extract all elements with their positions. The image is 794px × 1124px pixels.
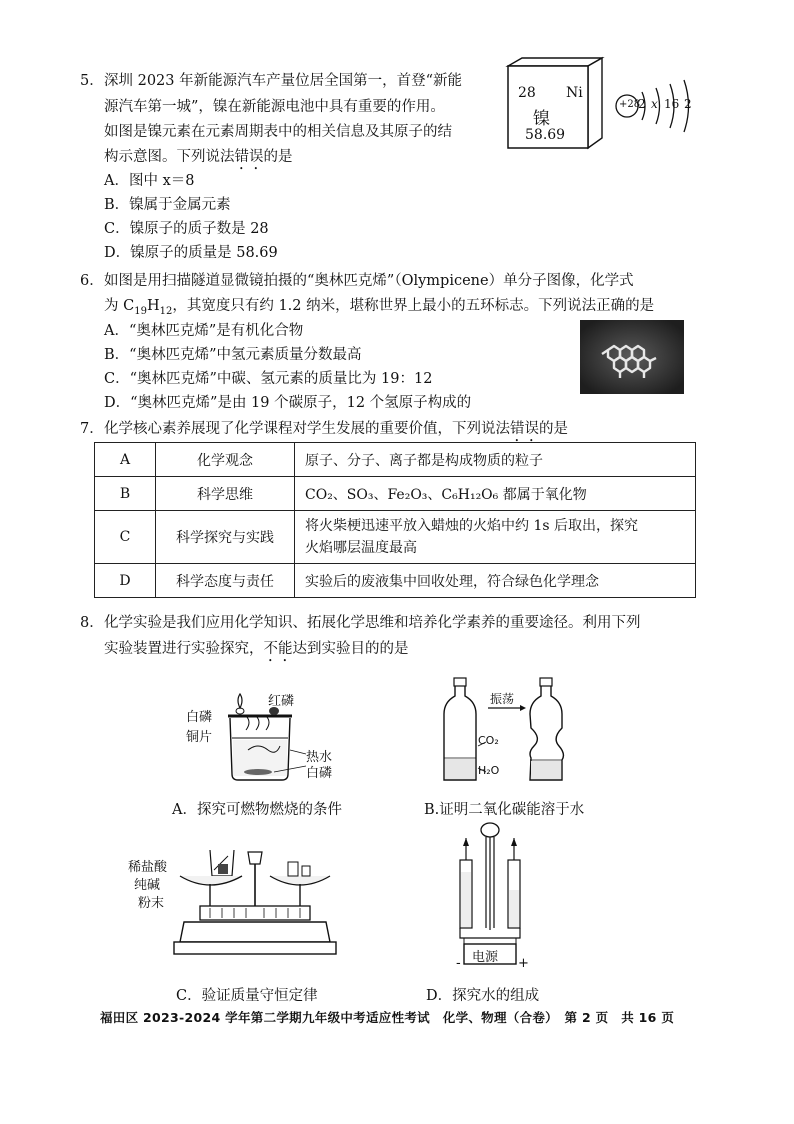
olympicene-stm-image: [580, 320, 684, 394]
q8-number: 8．: [80, 615, 104, 631]
fig-b-label-h2o: H₂O: [478, 764, 500, 777]
row-topic: 科学探究与实践: [156, 511, 295, 564]
row-key: C: [95, 511, 156, 564]
q8-stem-line2: 实验装置进行实验探究，不能达到实验目的的是: [104, 641, 409, 657]
fig-d-label-plus: +: [518, 956, 529, 971]
q6-stem-line2: 为 $C_{19}H_{12}$，其宽度只有约 1.2 纳米，堪称世界上最小的五环标志。下列说法正确的是: [104, 298, 655, 317]
atom-nucleus: +28: [619, 99, 641, 110]
q5-stem-line1: 深圳 2023 年新能源汽车产量位居全国第一，首登“新能: [104, 73, 463, 89]
row-key: A: [95, 443, 156, 477]
atom-shell-2: x: [651, 97, 658, 111]
row-content: CO₂、SO₃、Fe₂O₃、C₆H₁₂O₆ 都属于氧化物: [295, 477, 696, 511]
q6-number: 6．: [80, 273, 104, 289]
row-topic: 科学态度与责任: [156, 564, 295, 598]
row-content: [295, 511, 696, 564]
table-row: [95, 477, 696, 511]
row-key: D: [95, 564, 156, 598]
row-content-line2: 火焰哪层温度最高: [305, 540, 417, 556]
fig-d-label-minus: -: [456, 956, 461, 971]
q6-option-b: B．“奥林匹克烯”中氢元素质量分数最高: [104, 347, 362, 363]
q5-stem-line2: 源汽车第一城”，镍在新能源电池中具有重要的作用。: [104, 99, 445, 115]
fig-a-label-red-phosphorus: 红磷: [268, 694, 295, 709]
page-footer: 福田区 2023-2024 学年第二学期九年级中考适应性考试 化学、物理（合卷） 第 2 页 共 16 页: [100, 1010, 675, 1025]
fig-a-label-white-phosphorus-2: 白磷: [306, 766, 333, 781]
q5-stem-line4: 构示意图。下列说法错误的是: [104, 149, 293, 165]
row-content-line1: 将火柴梗迅速平放入蜡烛的火焰中约 1s 后取出，探究: [305, 518, 638, 534]
atom-shell-3: 16: [664, 97, 680, 111]
q5-number: 5．: [80, 73, 104, 89]
fig-a-label-white-phosphorus: 白磷: [186, 710, 213, 725]
fig-a-label-hot-water: 热水: [306, 750, 333, 765]
element-mass: 58.69: [525, 127, 566, 143]
fig-b-caption: B.证明二氧化碳能溶于水: [424, 802, 585, 818]
q5-option-c: C．镍原子的质子数是 28: [104, 221, 269, 237]
emphasis-wrong: 错误: [234, 149, 264, 165]
q6-option-d: D．“奥林匹克烯”是由 19 个碳原子，12 个氢原子构成的: [104, 395, 472, 411]
figure-d-electrolysis-apparatus: [452, 820, 532, 966]
q5-stem-line3: 如图是镍元素在元素周期表中的相关信息及其原子的结: [104, 124, 452, 140]
fig-a-label-copper: 铜片: [186, 730, 213, 745]
row-key: B: [95, 477, 156, 511]
q6-option-a: A．“奥林匹克烯”是有机化合物: [104, 323, 304, 339]
q8-stem-line1: 化学实验是我们应用化学知识、拓展化学思维和培养化学素养的重要途径。利用下列: [104, 615, 641, 631]
q5-option-a: A．图中 x＝8: [104, 173, 195, 189]
q5-option-d: D．镍原子的质量是 58.69: [104, 245, 278, 261]
figure-c-balance-apparatus: [170, 842, 340, 966]
fig-c-label-powder: 粉末: [138, 896, 165, 911]
fig-b-label-shake: 振荡: [490, 692, 515, 706]
row-content: 原子、分子、离子都是构成物质的粒子: [295, 443, 696, 477]
fig-c-caption: C．验证质量守恒定律: [176, 988, 318, 1004]
fig-a-caption: A．探究可燃物燃烧的条件: [172, 802, 342, 818]
table-row: [95, 443, 696, 477]
atom-shell-4: 2: [684, 97, 692, 111]
table-row: [95, 511, 696, 564]
q7-stem: 化学核心素养展现了化学课程对学生发展的重要价值，下列说法错误的是: [104, 421, 568, 437]
q6-stem-line1: 如图是用扫描隧道显微镜拍摄的“奥林匹克烯”（Olympicene）单分子图像，化学式: [104, 273, 634, 289]
row-topic: 科学思维: [156, 477, 295, 511]
table-row: [95, 564, 696, 598]
row-topic: 化学观念: [156, 443, 295, 477]
fig-c-label-acid: 稀盐酸: [128, 860, 168, 875]
q7-number: 7．: [80, 421, 104, 437]
fig-d-label-power: 电源: [472, 950, 499, 965]
core-literacy-table: [94, 442, 696, 598]
element-symbol: Ni: [566, 85, 583, 101]
q5-option-b: B．镍属于金属元素: [104, 197, 231, 213]
row-content: 实验后的废液集中回收处理，符合绿色化学理念: [295, 564, 696, 598]
fig-c-label-soda: 纯碱: [134, 878, 161, 893]
element-number: 28: [518, 85, 536, 101]
fig-b-label-co2: CO₂: [478, 734, 499, 747]
fig-d-caption: D．探究水的组成: [426, 988, 540, 1004]
element-name: 镍: [533, 109, 550, 129]
emphasis-wrong: 错误: [510, 421, 539, 437]
q6-option-c: C．“奥林匹克烯”中碳、氢元素的质量比为 19：12: [104, 371, 433, 387]
atom-shell-1: 2: [638, 97, 646, 111]
emphasis-cannot: 不能: [263, 641, 293, 657]
